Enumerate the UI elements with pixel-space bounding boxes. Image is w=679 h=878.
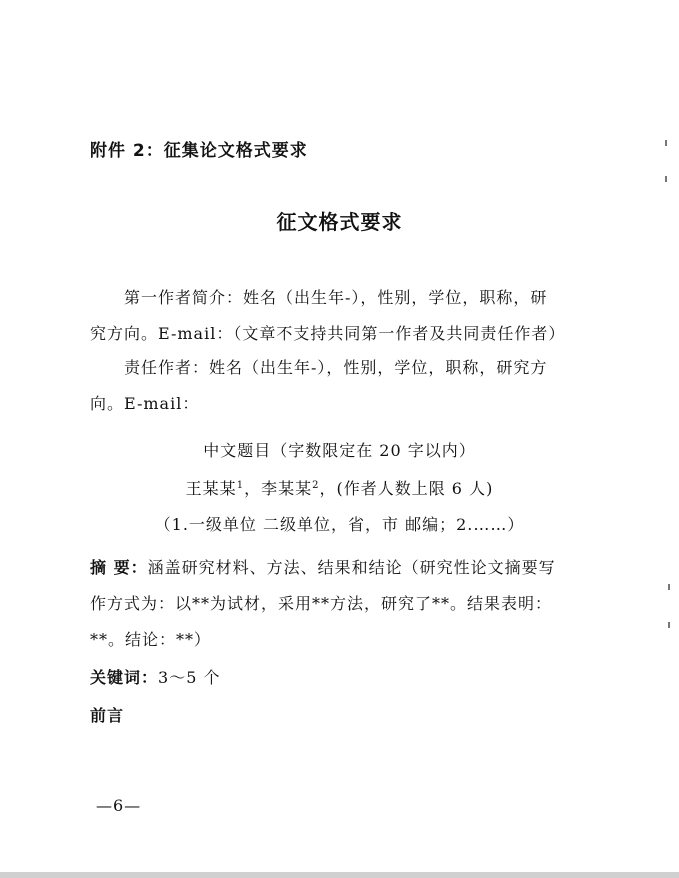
preface-heading: 前言 — [90, 706, 125, 725]
abstract-text-1: 涵盖研究材料、方法、结果和结论（研究性论文摘要写 — [147, 558, 556, 577]
keywords-label: 关键词： — [90, 668, 159, 687]
chinese-title-template: 中文题目（字数限定在 20 字以内） — [203, 441, 476, 460]
corresponding-author-paragraph — [90, 350, 600, 422]
affiliation-line: （1.一级单位 二级单位，省，市 邮编；2.……） — [154, 515, 525, 534]
scan-mark — [665, 140, 667, 146]
author-count-note: ，(作者人数上限 6 人) — [319, 479, 494, 498]
author-1-superscript: 1 — [236, 480, 245, 491]
author-2-superscript: 2 — [312, 480, 320, 491]
abstract-paragraph — [90, 550, 600, 658]
scan-mark — [668, 622, 670, 628]
author-2-name: 李某某 — [261, 479, 313, 498]
abstract-line-2: 作方式为：以**为试材，采用**方法，研究了**。结果表明： — [90, 594, 553, 613]
author-1-name: 王某某 — [185, 479, 237, 498]
author-separator: ， — [244, 479, 262, 498]
first-author-line-1: 第一作者简介：姓名（出生年-），性别，学位，职称，研 — [124, 288, 548, 307]
page-number: —6— — [96, 796, 142, 815]
first-author-paragraph — [90, 280, 600, 352]
first-author-line-2: 究方向。E-mail：（文章不支持共同第一作者及共同责任作者） — [90, 324, 566, 343]
scan-mark — [668, 584, 670, 590]
scan-mark — [665, 176, 667, 182]
abstract-label: 摘 要： — [90, 558, 148, 577]
abstract-line-1 — [90, 550, 600, 586]
corresponding-author-line-2: 向。E-mail： — [90, 394, 200, 413]
keywords-value: 3～5 个 — [158, 668, 221, 687]
keywords-line — [90, 660, 600, 696]
corresponding-author-line-1: 责任作者：姓名（出生年-），性别，学位，职称，研究方 — [124, 358, 548, 377]
page-bottom-edge — [0, 872, 679, 878]
document-title: 征文格式要求 — [276, 210, 403, 234]
abstract-line-3: **。结论：**） — [90, 630, 212, 649]
annex-title: 附件 2：征集论文格式要求 — [90, 141, 308, 161]
author-names-line — [0, 476, 679, 499]
